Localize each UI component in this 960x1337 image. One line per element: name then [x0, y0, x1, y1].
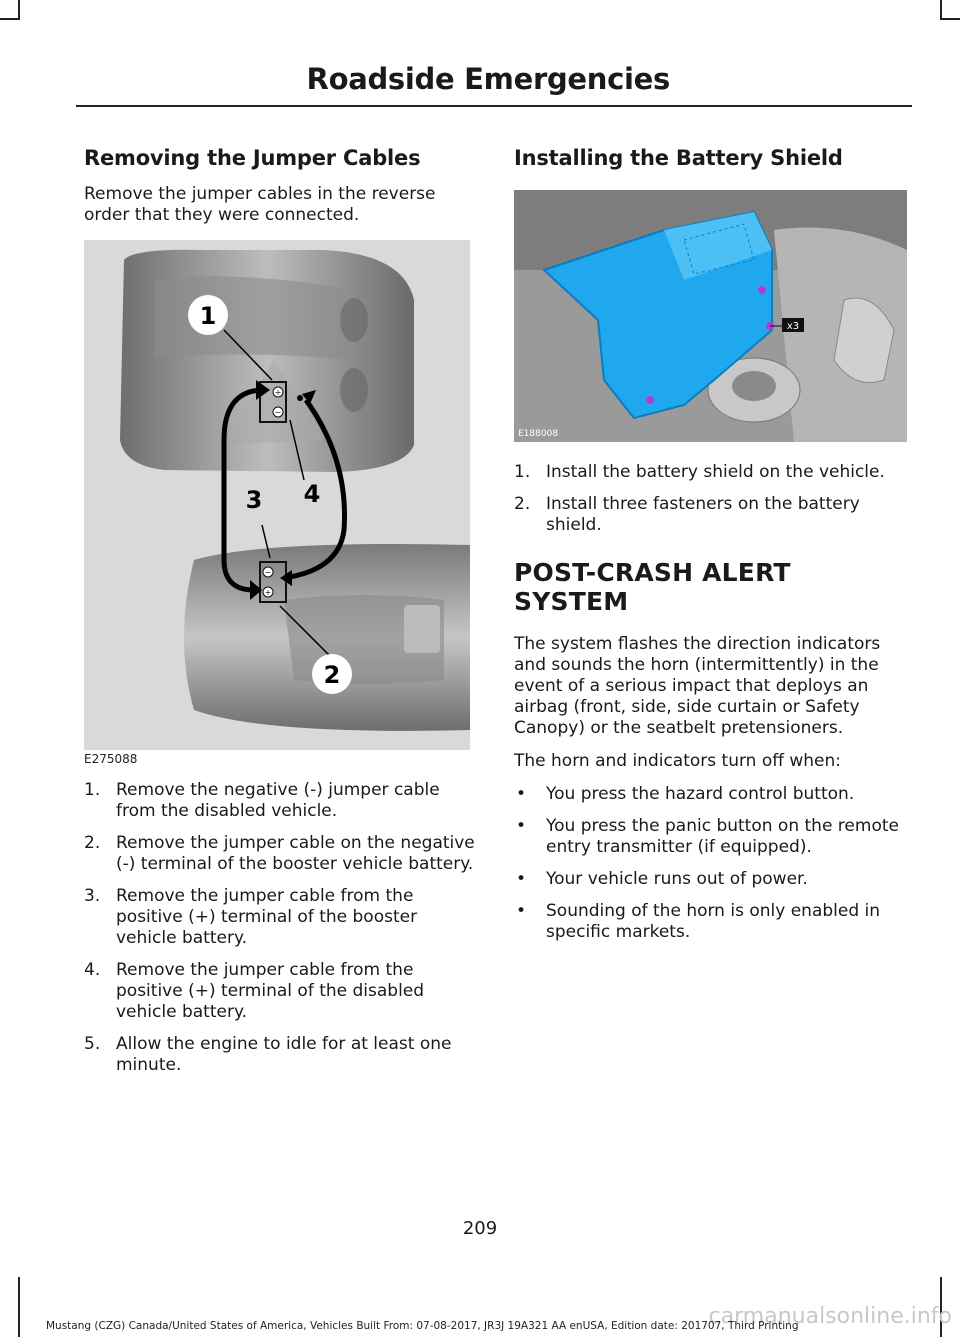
list-item: • Sounding of the horn is only enabled in specific markets. [516, 901, 881, 942]
crop-mark [18, 1277, 20, 1337]
callout-4 [304, 480, 321, 508]
page-number: 209 [462, 1218, 498, 1239]
header-rule [76, 105, 912, 107]
jumper-cables-illustration [84, 240, 470, 750]
list-item: 5. Allow the engine to idle for at least one minute. [84, 1034, 452, 1075]
crop-mark [940, 18, 960, 20]
crop-mark [0, 18, 20, 20]
right-column [514, 138, 912, 954]
removing-cables-heading: Removing the Jumper Cables [84, 146, 421, 170]
svg-text:−: − [264, 568, 272, 577]
list-item: • You press the hazard control button. [516, 784, 855, 804]
footer-edition-info: Mustang (CZG) Canada/United States of America, Vehicles Built From: 07-08-2017, JR3J 19A321 AA enUSA, Edition date: 201707, Third Printing [46, 1320, 799, 1332]
crop-mark [940, 0, 942, 20]
callout-2-label: 2 [323, 661, 341, 689]
figure-code: E275088 [84, 752, 138, 766]
list-item: • You press the panic button on the remote entry transmitter (if equipped). [516, 816, 899, 857]
callout-1-label: 1 [199, 302, 217, 330]
watermark: carmanualsonline.info [708, 1304, 952, 1329]
disabled-vehicle [120, 250, 414, 472]
left-column [84, 138, 476, 1087]
shield-steps [514, 462, 912, 536]
list-item: 2. Install three fasteners on the battery shield. [514, 494, 860, 535]
post-crash-heading: POST-CRASH ALERT SYSTEM [514, 558, 791, 616]
svg-text:+: + [264, 588, 272, 597]
callout-3-label: 3 [245, 486, 263, 514]
list-item: 3. Remove the jumper cable from the positive (+) terminal of the booster vehicle battery. [84, 886, 418, 948]
removing-cables-intro: Remove the jumper cables in the reverse order that they were connected. [84, 184, 436, 225]
fastener [646, 396, 654, 404]
svg-text:−: − [274, 408, 282, 417]
list-item: 2. Remove the jumper cable on the negative (-) terminal of the booster vehicle battery. [84, 833, 475, 874]
battery-shield-illustration [514, 190, 907, 442]
removal-steps [84, 780, 476, 1076]
list-item: • Your vehicle runs out of power. [516, 869, 808, 889]
list-item: 1. Install the battery shield on the vehicle. [514, 462, 885, 482]
figure-code: E188008 [518, 429, 559, 439]
battery-shield-heading: Installing the Battery Shield [514, 146, 843, 170]
terminal-dot [297, 395, 303, 401]
turn-off-intro: The horn and indicators turn off when: [514, 751, 842, 771]
battery-shield-figure [514, 190, 907, 442]
turn-off-conditions [514, 784, 912, 943]
callout-1 [188, 295, 228, 335]
quantity-callout-label: x3 [786, 321, 800, 332]
list-item: 4. Remove the jumper cable from the positive (+) terminal of the disabled vehicle battery. [84, 960, 425, 1022]
jumper-cables-figure [84, 240, 470, 770]
callout-2 [312, 654, 352, 694]
section-title: Roadside Emergencies [306, 62, 670, 96]
post-crash-paragraph: The system flashes the direction indicators and sounds the horn (intermittently) in the event of a serious impact that deploys an airbag (front, side, side curtain or Safety Canopy) or the seatbelt pretensioners. [514, 634, 881, 738]
callout-3 [246, 486, 263, 514]
list-item: 1. Remove the negative (-) jumper cable from the disabled vehicle. [84, 780, 440, 821]
crop-mark [18, 0, 20, 20]
fastener [758, 286, 766, 294]
callout-4-label: 4 [303, 480, 321, 508]
svg-text:+: + [274, 388, 282, 397]
